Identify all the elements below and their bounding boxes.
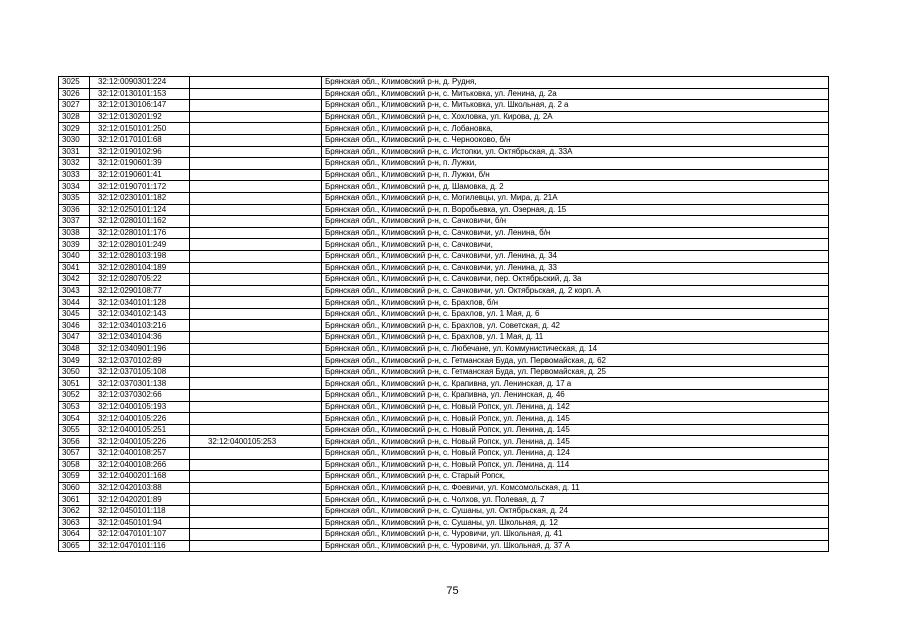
related-cadastral-number-cell bbox=[190, 517, 322, 529]
table-body bbox=[59, 77, 829, 552]
related-cadastral-number-cell bbox=[190, 390, 322, 402]
page-number: 75 bbox=[446, 585, 459, 597]
row-number-cell: 3062 bbox=[59, 505, 90, 517]
cadastral-number-cell: 32:12:0280104:189 bbox=[90, 262, 190, 274]
address-cell: Брянская обл., Климовский р-н, с. Любечане, ул. Коммунистическая, д. 14 bbox=[322, 343, 829, 355]
cadastral-number-cell: 32:12:0280103:198 bbox=[90, 250, 190, 262]
address-cell: Брянская обл., Климовский р-н, с. Сачковичи, ул. Ленина, д. 34 bbox=[322, 250, 829, 262]
row-number-cell: 3051 bbox=[59, 378, 90, 390]
cadastral-number-cell: 32:12:0230101:182 bbox=[90, 192, 190, 204]
cadastral-number-cell: 32:12:0130201:92 bbox=[90, 111, 190, 123]
table-row bbox=[59, 343, 829, 355]
related-cadastral-number-cell bbox=[190, 227, 322, 239]
related-cadastral-number-cell bbox=[190, 540, 322, 552]
cadastral-number-cell: 32:12:0370105:108 bbox=[90, 366, 190, 378]
related-cadastral-number-cell bbox=[190, 88, 322, 100]
cadastral-number-cell: 32:12:0290108:77 bbox=[90, 285, 190, 297]
table-row bbox=[59, 448, 829, 460]
table-row bbox=[59, 482, 829, 494]
table-row bbox=[59, 517, 829, 529]
cadastral-number-cell: 32:12:0130101:153 bbox=[90, 88, 190, 100]
address-cell: Брянская обл., Климовский р-н, с. Лобановка, bbox=[322, 123, 829, 135]
cadastral-number-cell: 32:12:0470101:116 bbox=[90, 540, 190, 552]
row-number-cell: 3049 bbox=[59, 355, 90, 367]
table-row bbox=[59, 239, 829, 251]
cadastral-number-cell: 32:12:0400201:168 bbox=[90, 471, 190, 483]
address-cell: Брянская обл., Климовский р-н, п. Лужки, bbox=[322, 158, 829, 170]
address-cell: Брянская обл., Климовский р-н, с. Сушаны, ул. Октябрьская, д. 24 bbox=[322, 505, 829, 517]
row-number-cell: 3053 bbox=[59, 401, 90, 413]
row-number-cell: 3027 bbox=[59, 100, 90, 112]
address-cell: Брянская обл., Климовский р-н, с. Новый Ропск, ул. Ленина, д. 145 bbox=[322, 424, 829, 436]
address-cell: Брянская обл., Климовский р-н, с. Сачковичи, ул. Октябрьская, д. 2 корп. А bbox=[322, 285, 829, 297]
address-cell: Брянская обл., Климовский р-н, с. Новый Ропск, ул. Ленина, д. 145 bbox=[322, 413, 829, 425]
table-row bbox=[59, 192, 829, 204]
table-row bbox=[59, 459, 829, 471]
table-row bbox=[59, 169, 829, 181]
related-cadastral-number-cell bbox=[190, 332, 322, 344]
cadastral-number-cell: 32:12:0190601:41 bbox=[90, 169, 190, 181]
address-cell: Брянская обл., Климовский р-н, с. Сачковичи, ул. Ленина, д. 33 bbox=[322, 262, 829, 274]
cadastral-number-cell: 32:12:0280101:162 bbox=[90, 216, 190, 228]
related-cadastral-number-cell bbox=[190, 424, 322, 436]
row-number-cell: 3058 bbox=[59, 459, 90, 471]
related-cadastral-number-cell bbox=[190, 192, 322, 204]
cadastral-number-cell: 32:12:0340101:128 bbox=[90, 297, 190, 309]
address-cell: Брянская обл., Климовский р-н, с. Сачковичи, пер. Октябрьский, д. 3а bbox=[322, 274, 829, 286]
address-cell: Брянская обл., Климовский р-н, с. Сачковичи, ул. Ленина, б/н bbox=[322, 227, 829, 239]
table-row bbox=[59, 505, 829, 517]
row-number-cell: 3063 bbox=[59, 517, 90, 529]
table-row bbox=[59, 355, 829, 367]
cadastral-number-cell: 32:12:0280101:176 bbox=[90, 227, 190, 239]
related-cadastral-number-cell bbox=[190, 250, 322, 262]
related-cadastral-number-cell bbox=[190, 448, 322, 460]
address-cell: Брянская обл., Климовский р-н, с. Крапивна, ул. Ленинская, д. 46 bbox=[322, 390, 829, 402]
related-cadastral-number-cell bbox=[190, 158, 322, 170]
table-row bbox=[59, 227, 829, 239]
table-row bbox=[59, 332, 829, 344]
address-cell: Брянская обл., Климовский р-н, с. Истопки, ул. Октябрьская, д. 33А bbox=[322, 146, 829, 158]
related-cadastral-number-cell bbox=[190, 111, 322, 123]
row-number-cell: 3052 bbox=[59, 390, 90, 402]
related-cadastral-number-cell bbox=[190, 274, 322, 286]
cadastral-number-cell: 32:12:0400105:251 bbox=[90, 424, 190, 436]
table-row bbox=[59, 424, 829, 436]
cadastral-number-cell: 32:12:0420201:89 bbox=[90, 494, 190, 506]
address-cell: Брянская обл., Климовский р-н, с. Чернооково, б/н bbox=[322, 134, 829, 146]
table-row bbox=[59, 88, 829, 100]
cadastral-number-cell: 32:12:0150101:250 bbox=[90, 123, 190, 135]
related-cadastral-number-cell bbox=[190, 216, 322, 228]
row-number-cell: 3030 bbox=[59, 134, 90, 146]
row-number-cell: 3054 bbox=[59, 413, 90, 425]
table-row bbox=[59, 366, 829, 378]
related-cadastral-number-cell bbox=[190, 181, 322, 193]
row-number-cell: 3044 bbox=[59, 297, 90, 309]
row-number-cell: 3047 bbox=[59, 332, 90, 344]
cadastral-number-cell: 32:12:0250101:124 bbox=[90, 204, 190, 216]
address-cell: Брянская обл., Климовский р-н, с. Чолхов, ул. Полевая, д. 7 bbox=[322, 494, 829, 506]
row-number-cell: 3045 bbox=[59, 308, 90, 320]
cadastral-number-cell: 32:12:0370102:89 bbox=[90, 355, 190, 367]
related-cadastral-number-cell bbox=[190, 134, 322, 146]
address-cell: Брянская обл., Климовский р-н, с. Крапивна, ул. Ленинская, д. 17 а bbox=[322, 378, 829, 390]
cadastral-number-cell: 32:12:0370301:138 bbox=[90, 378, 190, 390]
row-number-cell: 3061 bbox=[59, 494, 90, 506]
cadastral-number-cell: 32:12:0130106:147 bbox=[90, 100, 190, 112]
row-number-cell: 3029 bbox=[59, 123, 90, 135]
address-cell: Брянская обл., Климовский р-н, с. Гетманская Буда, ул. Первомайская, д. 25 bbox=[322, 366, 829, 378]
address-cell: Брянская обл., Климовский р-н, с. Брахлов, б/н bbox=[322, 297, 829, 309]
property-table bbox=[58, 76, 829, 552]
related-cadastral-number-cell bbox=[190, 482, 322, 494]
cadastral-number-cell: 32:12:0190601:39 bbox=[90, 158, 190, 170]
address-cell: Брянская обл., Климовский р-н, с. Митьковка, ул. Школьная, д. 2 а bbox=[322, 100, 829, 112]
address-cell: Брянская обл., Климовский р-н, с. Новый Ропск, ул. Ленина, д. 142 bbox=[322, 401, 829, 413]
cadastral-number-cell: 32:12:0190102:96 bbox=[90, 146, 190, 158]
row-number-cell: 3042 bbox=[59, 274, 90, 286]
row-number-cell: 3050 bbox=[59, 366, 90, 378]
row-number-cell: 3055 bbox=[59, 424, 90, 436]
related-cadastral-number-cell bbox=[190, 308, 322, 320]
related-cadastral-number-cell bbox=[190, 146, 322, 158]
table-row bbox=[59, 204, 829, 216]
row-number-cell: 3028 bbox=[59, 111, 90, 123]
table-row bbox=[59, 100, 829, 112]
related-cadastral-number-cell bbox=[190, 459, 322, 471]
related-cadastral-number-cell bbox=[190, 239, 322, 251]
row-number-cell: 3038 bbox=[59, 227, 90, 239]
cadastral-number-cell: 32:12:0450101:118 bbox=[90, 505, 190, 517]
address-cell: Брянская обл., Климовский р-н, с. Брахлов, ул. Советская, д. 42 bbox=[322, 320, 829, 332]
cadastral-number-cell: 32:12:0400108:266 bbox=[90, 459, 190, 471]
row-number-cell: 3048 bbox=[59, 343, 90, 355]
address-cell: Брянская обл., Климовский р-н, с. Сушаны, ул. Школьная, д. 12 bbox=[322, 517, 829, 529]
related-cadastral-number-cell bbox=[190, 401, 322, 413]
table-row bbox=[59, 297, 829, 309]
address-cell: Брянская обл., Климовский р-н, с. Чуровичи, ул. Школьная, д. 41 bbox=[322, 529, 829, 541]
row-number-cell: 3035 bbox=[59, 192, 90, 204]
related-cadastral-number-cell bbox=[190, 471, 322, 483]
address-cell: Брянская обл., Климовский р-н, с. Сачковичи, bbox=[322, 239, 829, 251]
row-number-cell: 3039 bbox=[59, 239, 90, 251]
row-number-cell: 3031 bbox=[59, 146, 90, 158]
address-cell: Брянская обл., Климовский р-н, д. Рудня, bbox=[322, 77, 829, 89]
cadastral-number-cell: 32:12:0470101:107 bbox=[90, 529, 190, 541]
address-cell: Брянская обл., Климовский р-н, с. Хохловка, ул. Кирова, д. 2А bbox=[322, 111, 829, 123]
row-number-cell: 3033 bbox=[59, 169, 90, 181]
table-row bbox=[59, 471, 829, 483]
related-cadastral-number-cell bbox=[190, 378, 322, 390]
table-row bbox=[59, 262, 829, 274]
table-row bbox=[59, 529, 829, 541]
table-row bbox=[59, 285, 829, 297]
table-row bbox=[59, 540, 829, 552]
cadastral-number-cell: 32:12:0400108:257 bbox=[90, 448, 190, 460]
related-cadastral-number-cell bbox=[190, 285, 322, 297]
related-cadastral-number-cell bbox=[190, 505, 322, 517]
address-cell: Брянская обл., Климовский р-н, с. Новый Ропск, ул. Ленина, д. 114 bbox=[322, 459, 829, 471]
row-number-cell: 3040 bbox=[59, 250, 90, 262]
row-number-cell: 3060 bbox=[59, 482, 90, 494]
address-cell: Брянская обл., Климовский р-н, с. Гетманская Буда, ул. Первомайская, д. 62 bbox=[322, 355, 829, 367]
row-number-cell: 3046 bbox=[59, 320, 90, 332]
address-cell: Брянская обл., Климовский р-н, с. Чуровичи, ул. Школьная, д. 37 А bbox=[322, 540, 829, 552]
cadastral-number-cell: 32:12:0450101:94 bbox=[90, 517, 190, 529]
table-row bbox=[59, 134, 829, 146]
cadastral-number-cell: 32:12:0340901:196 bbox=[90, 343, 190, 355]
table-row bbox=[59, 390, 829, 402]
address-cell: Брянская обл., Климовский р-н, д. Шамовка, д. 2 bbox=[322, 181, 829, 193]
table-row bbox=[59, 77, 829, 89]
table-row bbox=[59, 308, 829, 320]
table-row bbox=[59, 436, 829, 448]
address-cell: Брянская обл., Климовский р-н, с. Сачковичи, б/н bbox=[322, 216, 829, 228]
related-cadastral-number-cell bbox=[190, 366, 322, 378]
table-row bbox=[59, 250, 829, 262]
table-row bbox=[59, 111, 829, 123]
cadastral-number-cell: 32:12:0340103:216 bbox=[90, 320, 190, 332]
table-row bbox=[59, 158, 829, 170]
cadastral-number-cell: 32:12:0400105:226 bbox=[90, 436, 190, 448]
address-cell: Брянская обл., Климовский р-н, с. Старый Ропск, bbox=[322, 471, 829, 483]
row-number-cell: 3065 bbox=[59, 540, 90, 552]
related-cadastral-number-cell bbox=[190, 413, 322, 425]
row-number-cell: 3034 bbox=[59, 181, 90, 193]
table-row bbox=[59, 216, 829, 228]
related-cadastral-number-cell bbox=[190, 343, 322, 355]
related-cadastral-number-cell bbox=[190, 529, 322, 541]
cadastral-number-cell: 32:12:0420103:88 bbox=[90, 482, 190, 494]
row-number-cell: 3043 bbox=[59, 285, 90, 297]
cadastral-number-cell: 32:12:0400105:193 bbox=[90, 401, 190, 413]
cadastral-number-cell: 32:12:0280101:249 bbox=[90, 239, 190, 251]
table-row bbox=[59, 274, 829, 286]
row-number-cell: 3064 bbox=[59, 529, 90, 541]
table-row bbox=[59, 401, 829, 413]
cadastral-number-cell: 32:12:0190701:172 bbox=[90, 181, 190, 193]
address-cell: Брянская обл., Климовский р-н, с. Новый Ропск, ул. Ленина, д. 145 bbox=[322, 436, 829, 448]
related-cadastral-number-cell bbox=[190, 123, 322, 135]
row-number-cell: 3032 bbox=[59, 158, 90, 170]
related-cadastral-number-cell bbox=[190, 169, 322, 181]
row-number-cell: 3036 bbox=[59, 204, 90, 216]
related-cadastral-number-cell bbox=[190, 100, 322, 112]
address-cell: Брянская обл., Климовский р-н, с. Брахлов, ул. 1 Мая, д. 11 bbox=[322, 332, 829, 344]
row-number-cell: 3057 bbox=[59, 448, 90, 460]
cadastral-number-cell: 32:12:0340102:143 bbox=[90, 308, 190, 320]
cadastral-number-cell: 32:12:0170101:68 bbox=[90, 134, 190, 146]
cadastral-number-cell: 32:12:0400105:226 bbox=[90, 413, 190, 425]
related-cadastral-number-cell bbox=[190, 297, 322, 309]
address-cell: Брянская обл., Климовский р-н, с. Могилевцы, ул. Мира, д. 21А bbox=[322, 192, 829, 204]
address-cell: Брянская обл., Климовский р-н, с. Брахлов, ул. 1 Мая, д. 6 bbox=[322, 308, 829, 320]
related-cadastral-number-cell bbox=[190, 77, 322, 89]
related-cadastral-number-cell bbox=[190, 320, 322, 332]
address-cell: Брянская обл., Климовский р-н, с. Новый Ропск, ул. Ленина, д. 124 bbox=[322, 448, 829, 460]
address-cell: Брянская обл., Климовский р-н, с. Фоевичи, ул. Комсомольская, д. 11 bbox=[322, 482, 829, 494]
address-cell: Брянская обл., Климовский р-н, п. Лужки, б/н bbox=[322, 169, 829, 181]
table-row bbox=[59, 320, 829, 332]
row-number-cell: 3041 bbox=[59, 262, 90, 274]
table-row bbox=[59, 494, 829, 506]
table-row bbox=[59, 123, 829, 135]
cadastral-number-cell: 32:12:0280705:22 bbox=[90, 274, 190, 286]
related-cadastral-number-cell: 32:12:0400105:253 bbox=[190, 436, 322, 448]
address-cell: Брянская обл., Климовский р-н, с. Митьковка, ул. Ленина, д. 2а bbox=[322, 88, 829, 100]
table-row bbox=[59, 146, 829, 158]
cadastral-number-cell: 32:12:0340104:36 bbox=[90, 332, 190, 344]
row-number-cell: 3056 bbox=[59, 436, 90, 448]
cadastral-number-cell: 32:12:0370302:66 bbox=[90, 390, 190, 402]
table-row bbox=[59, 181, 829, 193]
row-number-cell: 3025 bbox=[59, 77, 90, 89]
cadastral-number-cell: 32:12:0090301:224 bbox=[90, 77, 190, 89]
related-cadastral-number-cell bbox=[190, 204, 322, 216]
related-cadastral-number-cell bbox=[190, 355, 322, 367]
row-number-cell: 3059 bbox=[59, 471, 90, 483]
related-cadastral-number-cell bbox=[190, 262, 322, 274]
table-row bbox=[59, 378, 829, 390]
table-row bbox=[59, 413, 829, 425]
row-number-cell: 3026 bbox=[59, 88, 90, 100]
address-cell: Брянская обл., Климовский р-н, п. Воробьевка, ул. Озерная, д. 15 bbox=[322, 204, 829, 216]
row-number-cell: 3037 bbox=[59, 216, 90, 228]
related-cadastral-number-cell bbox=[190, 494, 322, 506]
